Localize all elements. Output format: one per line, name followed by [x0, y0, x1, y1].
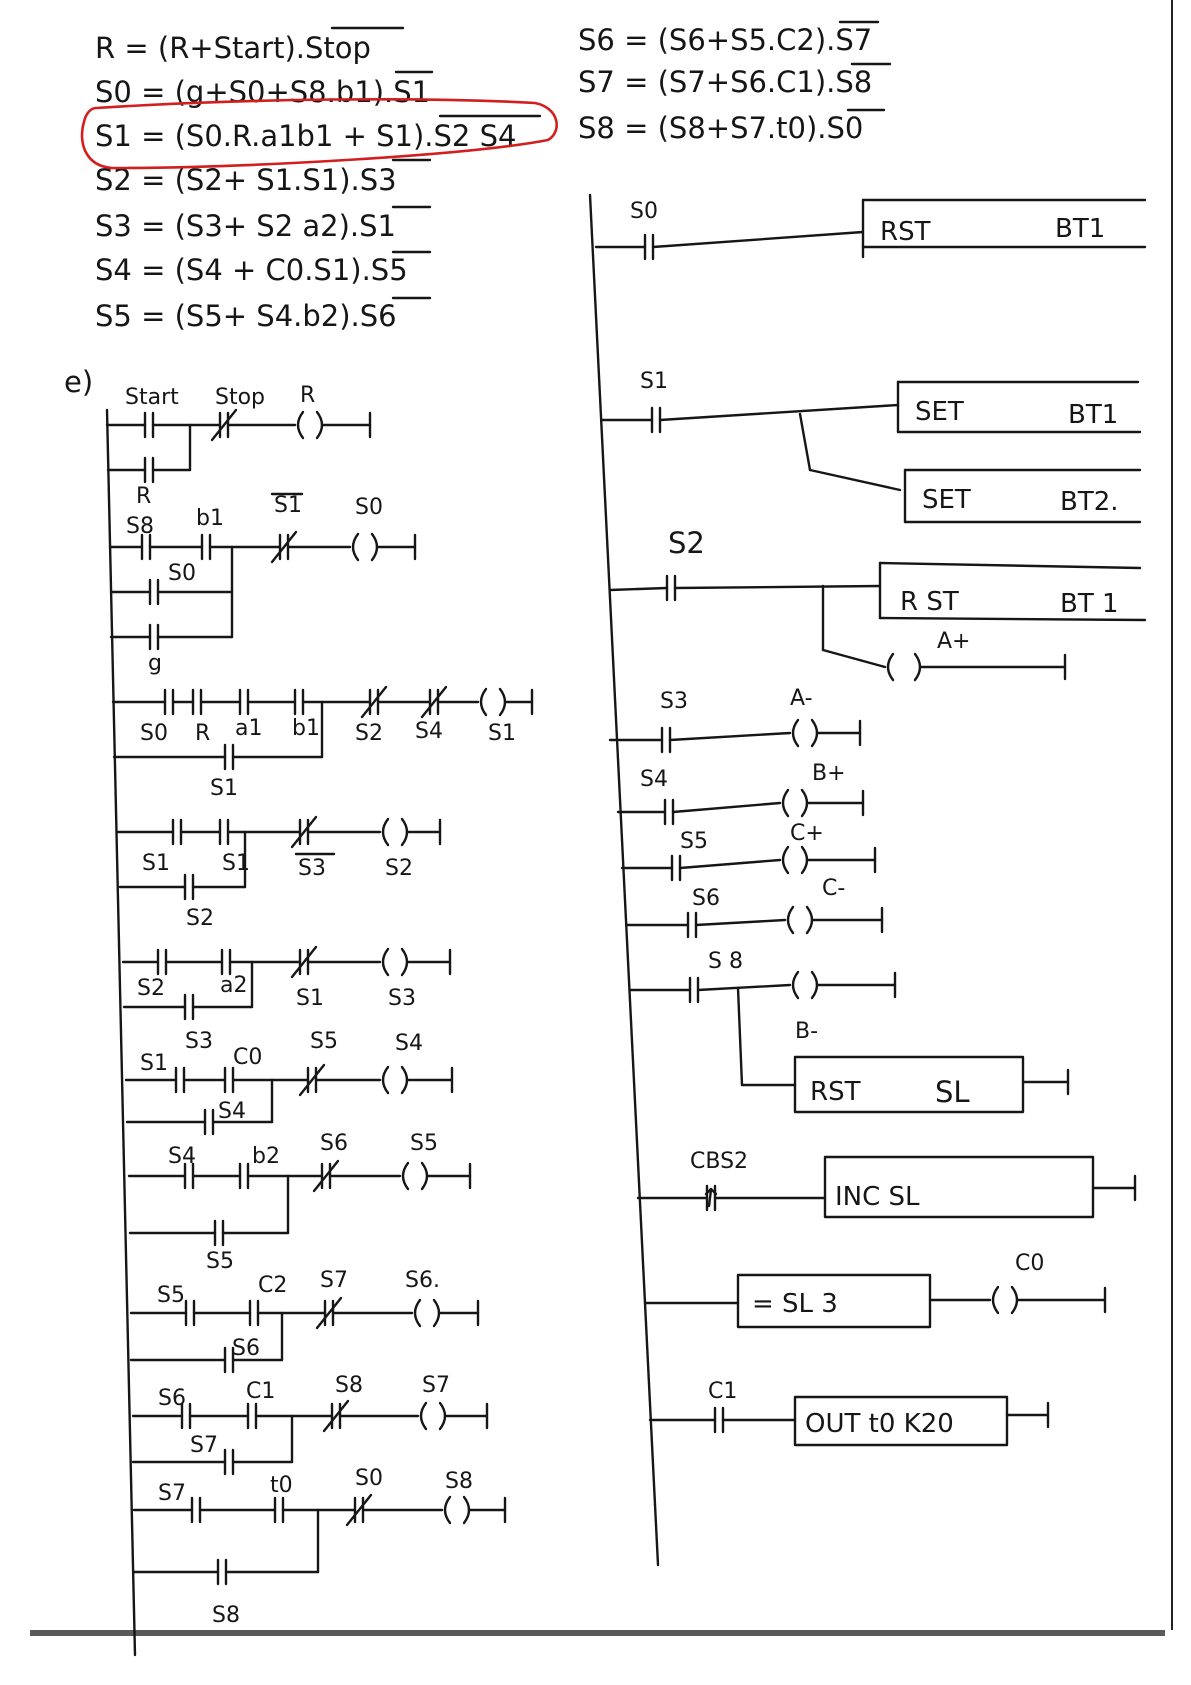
label-coil-s2: S2: [385, 856, 413, 881]
equation-s7: S7 = (S7+S6.C1).S8: [578, 65, 873, 99]
label-r-s2: S2: [668, 526, 705, 560]
label-t0: t0: [270, 1473, 293, 1498]
label-coil-b-plus: B+: [812, 761, 846, 786]
equation-s6: S6 = (S6+S5.C2).S7: [578, 23, 873, 57]
label-a1: a1: [235, 716, 263, 741]
label-b2: b2: [252, 1144, 280, 1169]
label-latch-s3: S3: [185, 1029, 213, 1054]
label-r-c1: C1: [708, 1379, 738, 1404]
box-set-bt1-op: SET: [915, 397, 964, 427]
label-coil-s1: S1: [488, 721, 516, 746]
label-b1: b1: [196, 506, 224, 531]
label-c2: C2: [258, 1273, 288, 1298]
label-s2-nc: S2: [355, 721, 383, 746]
label-coil-s6: S6.: [405, 1268, 440, 1293]
label-s4-nc: S4: [415, 719, 443, 744]
label-r-s8: S 8: [708, 949, 743, 974]
label-latch-s1: S1: [210, 776, 238, 801]
label-stop: Stop: [215, 385, 266, 410]
label-coil-a-minus: A-: [790, 686, 813, 711]
label-r: R: [195, 721, 211, 746]
label-s8-nc: S8: [335, 1373, 363, 1398]
box-rst-bt1b-arg: BT 1: [1060, 589, 1119, 619]
label-latch-s8: S8: [212, 1603, 240, 1628]
label-a2: a2: [220, 973, 248, 998]
label-s1-b: S1: [222, 851, 250, 876]
label-r-s4: S4: [640, 767, 668, 792]
label-s2: S2: [137, 976, 165, 1001]
label-latch-s7: S7: [190, 1433, 218, 1458]
label-coil-b-minus: B-: [795, 1019, 819, 1044]
label-coil-c0: C0: [1015, 1251, 1045, 1276]
label-coil-s4: S4: [395, 1031, 423, 1056]
label-s8: S8: [126, 514, 154, 539]
label-latch-s2: S2: [186, 906, 214, 931]
label-s1-nc-s3: S1: [296, 986, 324, 1011]
box-rst-bt1b-op: R ST: [900, 587, 959, 617]
label-g: g: [148, 651, 162, 676]
label-s6: S6: [158, 1386, 186, 1411]
label-s7: S7: [158, 1481, 186, 1506]
label-s4: S4: [168, 1144, 196, 1169]
equation-s1: S1 = (S0.R.a1b1 + S1).S2 S4: [95, 119, 517, 153]
equation-s5: S5 = (S5+ S4.b2).S6: [95, 299, 397, 333]
equation-s3: S3 = (S3+ S2 a2).S1: [95, 209, 396, 243]
label-s0-nc: S0: [355, 1466, 383, 1491]
label-latch-s0: S0: [168, 561, 196, 586]
label-s6-nc: S6: [320, 1131, 348, 1156]
label-coil-c-minus: C-: [822, 876, 846, 901]
box-inc-sl-text: INC SL: [835, 1182, 920, 1212]
equation-s0: S0 = (g+S0+S8.b1).S1: [95, 75, 431, 109]
label-r-s3: S3: [660, 689, 688, 714]
box-rst-bt1-op: RST: [880, 217, 931, 247]
box-set-bt2-arg: BT2.: [1060, 487, 1119, 517]
section-label: e): [64, 365, 94, 399]
label-s1-a: S1: [142, 851, 170, 876]
box-compare-sl-text: = SL 3: [752, 1289, 838, 1319]
label-r-s6: S6: [692, 886, 720, 911]
label-r-s1: S1: [640, 369, 668, 394]
box-out-timer-text: OUT t0 K20: [805, 1409, 954, 1439]
label-s5-nc: S5: [310, 1029, 338, 1054]
label-r-s5: S5: [680, 829, 708, 854]
label-coil-r: R: [300, 383, 316, 408]
label-start: Start: [125, 385, 179, 410]
equation-s8: S8 = (S8+S7.t0).S0: [578, 111, 864, 145]
box-set-bt1-arg: BT1: [1068, 400, 1119, 430]
label-coil-s0: S0: [355, 495, 383, 520]
label-cbs2: CBS2: [690, 1149, 749, 1174]
label-r-s0: S0: [630, 199, 658, 224]
box-set-bt2-op: SET: [922, 485, 971, 515]
label-coil-c-plus: C+: [790, 821, 824, 846]
label-c1: C1: [246, 1379, 276, 1404]
label-latch-s4: S4: [218, 1099, 246, 1124]
box-rst-bt1-arg: BT1: [1055, 214, 1106, 244]
label-s3-nc: S3: [298, 856, 326, 881]
equation-s4: S4 = (S4 + C0.S1).S5: [95, 253, 408, 287]
label-latch-s5: S5: [206, 1249, 234, 1274]
box-rst-sl-arg: SL: [935, 1075, 970, 1109]
label-s7-nc: S7: [320, 1268, 348, 1293]
label-s0: S0: [140, 721, 168, 746]
label-coil-a-plus: A+: [937, 629, 971, 654]
box-rst-sl-op: RST: [810, 1077, 861, 1107]
label-coil-s3: S3: [388, 986, 416, 1011]
label-c0: C0: [233, 1045, 263, 1070]
equation-r: R = (R+Start).Stop: [95, 31, 371, 65]
label-latch-s6: S6: [232, 1336, 260, 1361]
equation-s2: S2 = (S2+ S1.S1).S3: [95, 163, 397, 197]
label-coil-s8: S8: [445, 1469, 473, 1494]
label-s5: S5: [157, 1283, 185, 1308]
label-coil-s7: S7: [422, 1373, 450, 1398]
label-coil-s5: S5: [410, 1131, 438, 1156]
label-s1-s4: S1: [140, 1051, 168, 1076]
label-latch-r: R: [136, 484, 152, 509]
label-b1-s1: b1: [292, 716, 320, 741]
label-s1-nc: S1: [274, 493, 302, 518]
